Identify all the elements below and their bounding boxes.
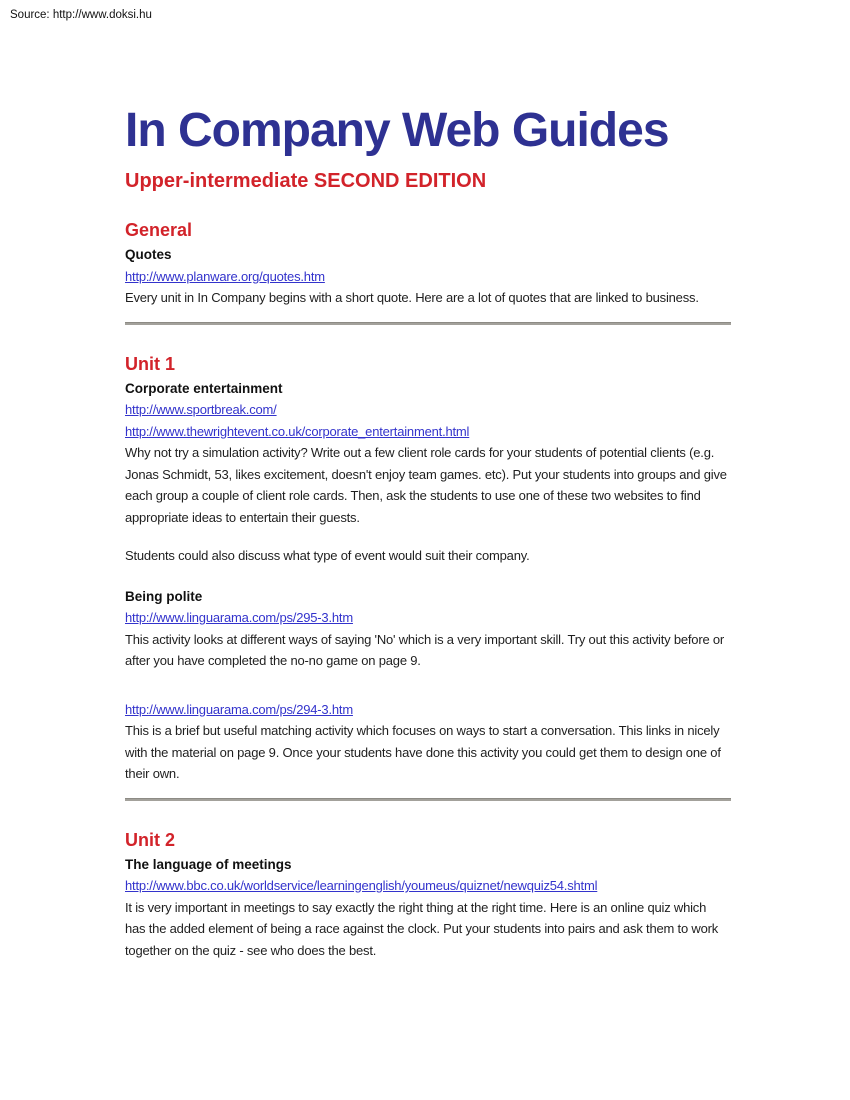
topic-title-being-polite: Being polite <box>125 588 203 604</box>
link-linguarama-295[interactable]: http://www.linguarama.com/ps/295-3.htm <box>125 610 353 625</box>
link-thewrightevent[interactable]: http://www.thewrightevent.co.uk/corporate_entertainment.html <box>125 423 470 439</box>
page-subtitle: Upper-intermediate SECOND EDITION <box>125 170 487 192</box>
section-divider <box>125 322 731 325</box>
link-linguarama-294[interactable]: http://www.linguarama.com/ps/294-3.htm <box>125 701 353 717</box>
activity-description-meetings-quiz: It is very important in meetings to say exactly the right thing at the right time. Here is an online quiz which has the added element of being a race against the clock. Put your students into pairs and ask them to work together on the quiz - see who does the best. <box>125 899 719 958</box>
section-heading-general: General <box>125 220 193 240</box>
section-divider <box>125 798 731 801</box>
link-bbc-quiznet[interactable]: http://www.bbc.co.uk/worldservice/learningenglish/youmeus/quiznet/newquiz54.shtml <box>125 878 598 893</box>
section-heading-unit2: Unit 2 <box>125 829 176 850</box>
topic-description-quotes: Every unit in In Company begins with a short quote. Here are a lot of quotes that are linked to business. <box>125 290 699 305</box>
topic-title-quotes: Quotes <box>125 247 172 262</box>
source-note: Source: http://www.doksi.hu <box>10 9 152 21</box>
activity-description-saying-no: This activity looks at different ways of saying 'No' which is a very important skill. Try out this activity before or after you have completed the no-no game on page 9. <box>125 631 725 668</box>
section-heading-unit1: Unit 1 <box>125 353 176 374</box>
page-title: In Company Web Guides <box>125 104 669 157</box>
activity-note-discussion: Students could also discuss what type of event would suit their company. <box>125 548 530 563</box>
link-planware-quotes[interactable]: http://www.planware.org/quotes.htm <box>125 268 325 284</box>
activity-description-simulation: Why not try a simulation activity? Write out a few client role cards for your students of potential clients (e.g. Jonas Schmidt, 53, likes excitement, doesn't enjoy team games. etc). Put your students into groups and give each group a couple of client role cards. Then, ask the students to use one of these two websites to find appropriate ideas to entertain their guests. <box>125 445 727 525</box>
link-sportbreak[interactable]: http://www.sportbreak.com/ <box>125 402 277 417</box>
document-body <box>125 0 727 961</box>
topic-title-corporate-entertainment: Corporate entertainment <box>125 380 283 396</box>
topic-title-language-of-meetings: The language of meetings <box>125 856 292 872</box>
activity-description-matching: This is a brief but useful matching activity which focuses on ways to start a conversation. This links in nicely with the material on page 9. Once your students have done this activity you could get them to design one of their own. <box>125 723 721 781</box>
